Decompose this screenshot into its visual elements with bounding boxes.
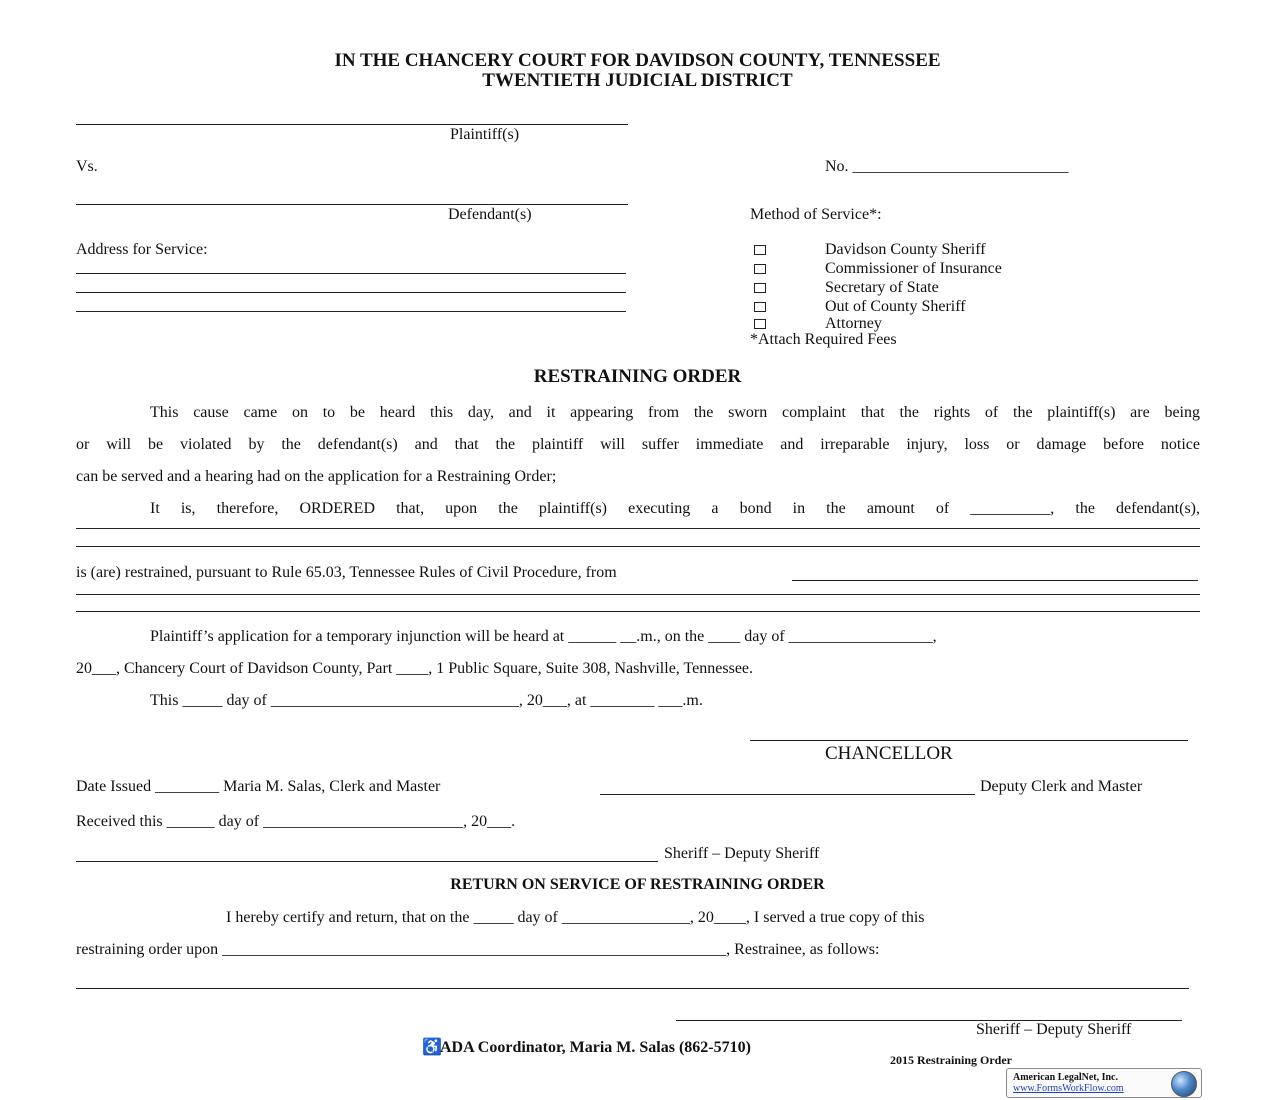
return-line-1: I hereby certify and return, that on the _____ day of ________________, 20____, I served a true copy of this — [226, 909, 925, 926]
restrained-from-line — [792, 580, 1198, 581]
logo-company: American LegalNet, Inc. — [1013, 1072, 1118, 1083]
chancellor-label: CHANCELLOR — [825, 743, 953, 764]
restrained-blank-line-2 — [76, 611, 1200, 612]
defendant-line — [76, 204, 628, 205]
method-label-out-of-county: Out of County Sheriff — [825, 298, 966, 315]
method-label-davidson: Davidson County Sheriff — [825, 241, 986, 258]
defendant-blank-line-1 — [76, 528, 1200, 529]
deputy-clerk-signature-line — [600, 794, 975, 795]
logo-url-link[interactable]: www.FormsWorkFlow.com — [1013, 1083, 1124, 1094]
ada-coordinator-text: ADA Coordinator, Maria M. Salas (862-5710) — [440, 1039, 751, 1056]
sheriff-label: Sheriff – Deputy Sheriff — [664, 845, 820, 862]
method-checkbox-insurance[interactable] — [754, 264, 766, 274]
order-paragraph-3-line-1: Plaintiff’s application for a temporary injunction will be heard at ______ __.m., on the ____ day of __________________, — [150, 628, 937, 645]
defendant-label: Defendant(s) — [448, 206, 532, 223]
court-title: IN THE CHANCERY COURT FOR DAVIDSON COUNTY, TENNESSEE — [334, 50, 941, 71]
method-of-service-label: Method of Service*: — [750, 206, 882, 223]
plaintiff-label: Plaintiff(s) — [450, 126, 520, 143]
method-label-insurance: Commissioner of Insurance — [825, 260, 1002, 277]
return-sheriff-label: Sheriff – Deputy Sheriff — [976, 1021, 1132, 1038]
method-checkbox-davidson[interactable] — [754, 245, 766, 255]
address-label: Address for Service: — [76, 241, 208, 258]
wheelchair-icon: ♿ — [422, 1039, 442, 1056]
method-checkbox-attorney[interactable] — [754, 319, 766, 329]
received-line: Received this ______ day of _________________________, 20___. — [76, 813, 516, 830]
method-label-secretary: Secretary of State — [825, 279, 939, 296]
method-checkbox-out-of-county[interactable] — [754, 302, 766, 312]
deputy-clerk-label: Deputy Clerk and Master — [980, 778, 1143, 795]
plaintiff-line — [76, 124, 628, 125]
form-name: 2015 Restraining Order — [890, 1053, 1012, 1067]
address-line-3 — [76, 311, 626, 312]
sheriff-signature-line — [76, 861, 658, 862]
case-number: No. ___________________________ — [825, 158, 1069, 175]
order-paragraph-1-line-2: or will be violated by the defendant(s) and that the plaintiff will suffer immediate and irreparable injury, loss or damage before notice — [76, 436, 1200, 453]
return-line-2: restraining order upon _______________________________________________________________, Restrainee, as follows: — [76, 941, 880, 958]
fees-note: *Attach Required Fees — [750, 331, 897, 348]
date-issued: Date Issued ________ Maria M. Salas, Clerk and Master — [76, 778, 441, 795]
address-line-2 — [76, 292, 626, 293]
method-label-attorney: Attorney — [825, 315, 882, 332]
district-title: TWENTIETH JUDICIAL DISTRICT — [482, 70, 793, 91]
restrained-blank-line-1 — [76, 594, 1200, 595]
american-legalnet-logo[interactable] — [1006, 1068, 1202, 1098]
address-line-1 — [76, 273, 626, 274]
order-paragraph-2-line-1: It is, therefore, ORDERED that, upon the plaintiff(s) executing a bond in the amount of __________, the defendant(s), — [150, 500, 1200, 517]
ada-coordinator — [422, 1037, 751, 1057]
defendant-blank-line-2 — [76, 546, 1200, 547]
restrained-text: is (are) restrained, pursuant to Rule 65.03, Tennessee Rules of Civil Procedure, from — [76, 564, 617, 581]
order-title: RESTRAINING ORDER — [533, 366, 742, 387]
chancellor-signature-line — [750, 740, 1188, 741]
globe-icon — [1171, 1071, 1197, 1097]
order-paragraph-1-line-3: can be served and a hearing had on the application for a Restraining Order; — [76, 468, 557, 485]
return-title: RETURN ON SERVICE OF RESTRAINING ORDER — [450, 876, 825, 893]
order-date-line: This _____ day of _______________________________, 20___, at ________ ___.m. — [150, 692, 703, 709]
vs-label: Vs. — [76, 158, 98, 175]
method-checkbox-secretary[interactable] — [754, 283, 766, 293]
return-blank-line — [76, 988, 1189, 989]
order-paragraph-3-line-2: 20___, Chancery Court of Davidson County, Part ____, 1 Public Square, Suite 308, Nashville, Tennessee. — [76, 660, 754, 677]
order-paragraph-1-line-1: This cause came on to be heard this day, and it appearing from the sworn complaint that the rights of the plaintiff(s) are being — [150, 404, 1200, 421]
